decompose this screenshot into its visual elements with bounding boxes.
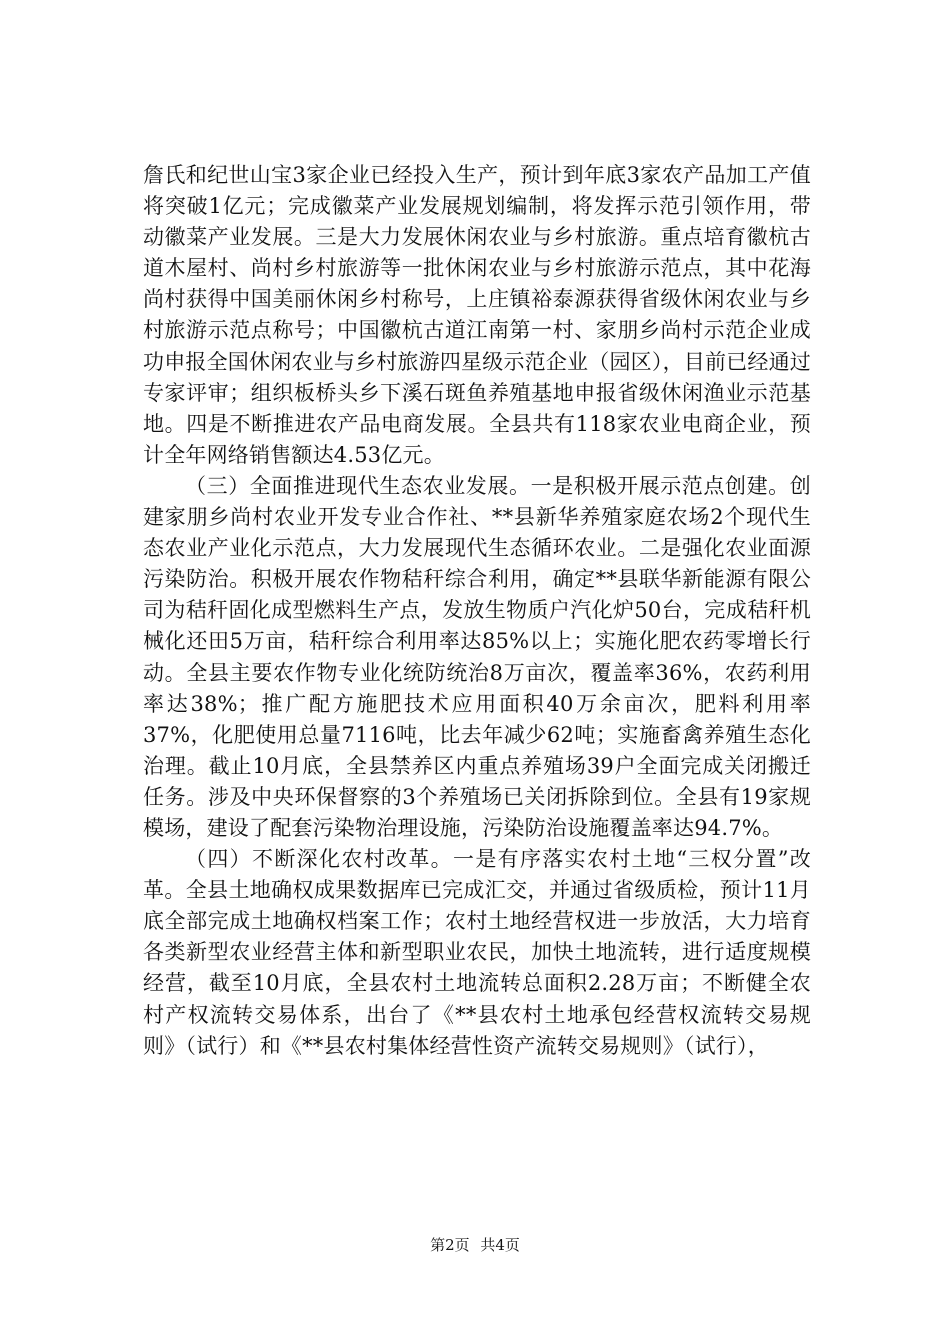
- page-footer: [0, 1235, 950, 1255]
- page-number: 第2页: [430, 1236, 470, 1254]
- document-body: [143, 160, 811, 1062]
- paragraph-1: 詹氏和纪世山宝3家企业已经投入生产，预计到年底3家农产品加工产值将突破1亿元；完成徽菜产业发展规划编制，将发挥示范引领作用，带动徽菜产业发展。三是大力发展休闲农业与乡村旅游。重点培育徽杭古道木屋村、尚村乡村旅游等一批休闲农业与乡村旅游示范点，其中花海尚村获得中国美丽休闲乡村称号，上庄镇裕泰源获得省级休闲农业与乡村旅游示范点称号；中国徽杭古道江南第一村、家朋乡尚村示范企业成功申报全国休闲农业与乡村旅游四星级示范企业（园区），目前已经通过专家评审；组织板桥头乡下溪石斑鱼养殖基地申报省级休闲渔业示范基地。四是不断推进农产品电商发展。全县共有118家农业电商企业，预计全年网络销售额达4.53亿元。: [143, 163, 811, 467]
- paragraph-2-section-three: （三）全面推进现代生态农业发展。一是积极开展示范点创建。创建家朋乡尚村农业开发专业合作社、**县新华养殖家庭农场2个现代生态农业产业化示范点，大力发展现代生态循环农业。二是强化农业面源污染防治。积极开展农作物秸秆综合利用，确定**县联华新能源有限公司为秸秆固化成型燃料生产点，发放生物质户汽化炉50台，完成秸秆机械化还田5万亩，秸秆综合利用率达85%以上；实施化肥农药零增长行动。全县主要农作物专业化统防统治8万亩次，覆盖率36%，农药利用率达38%；推广配方施肥技术应用面积40万余亩次，肥料利用率37%，化肥使用总量7116吨，比去年减少62吨；实施畜禽养殖生态化治理。截止10月底，全县禁养区内重点养殖场39户全面完成关闭搬迁任务。涉及中央环保督察的3个养殖场已关闭拆除到位。全县有19家规模场，建设了配套污染物治理设施，污染防治设施覆盖率达94.7%。: [143, 473, 811, 840]
- page-total: 共4页: [480, 1236, 520, 1254]
- paragraph-3-section-four: （四）不断深化农村改革。一是有序落实农村土地“三权分置”改革。全县土地确权成果数据库已完成汇交，并通过省级质检，预计11月底全部完成土地确权档案工作；农村土地经营权进一步放活，大力培育各类新型农业经营主体和新型职业农民，加快土地流转，进行适度规模经营，截至10月底，全县农村土地流转总面积2.28万亩；不断健全农村产权流转交易体系，出台了《**县农村土地承包经营权流转交易规则》（试行）和《**县农村集体经营性资产流转交易规则》（试行），: [143, 847, 811, 1058]
